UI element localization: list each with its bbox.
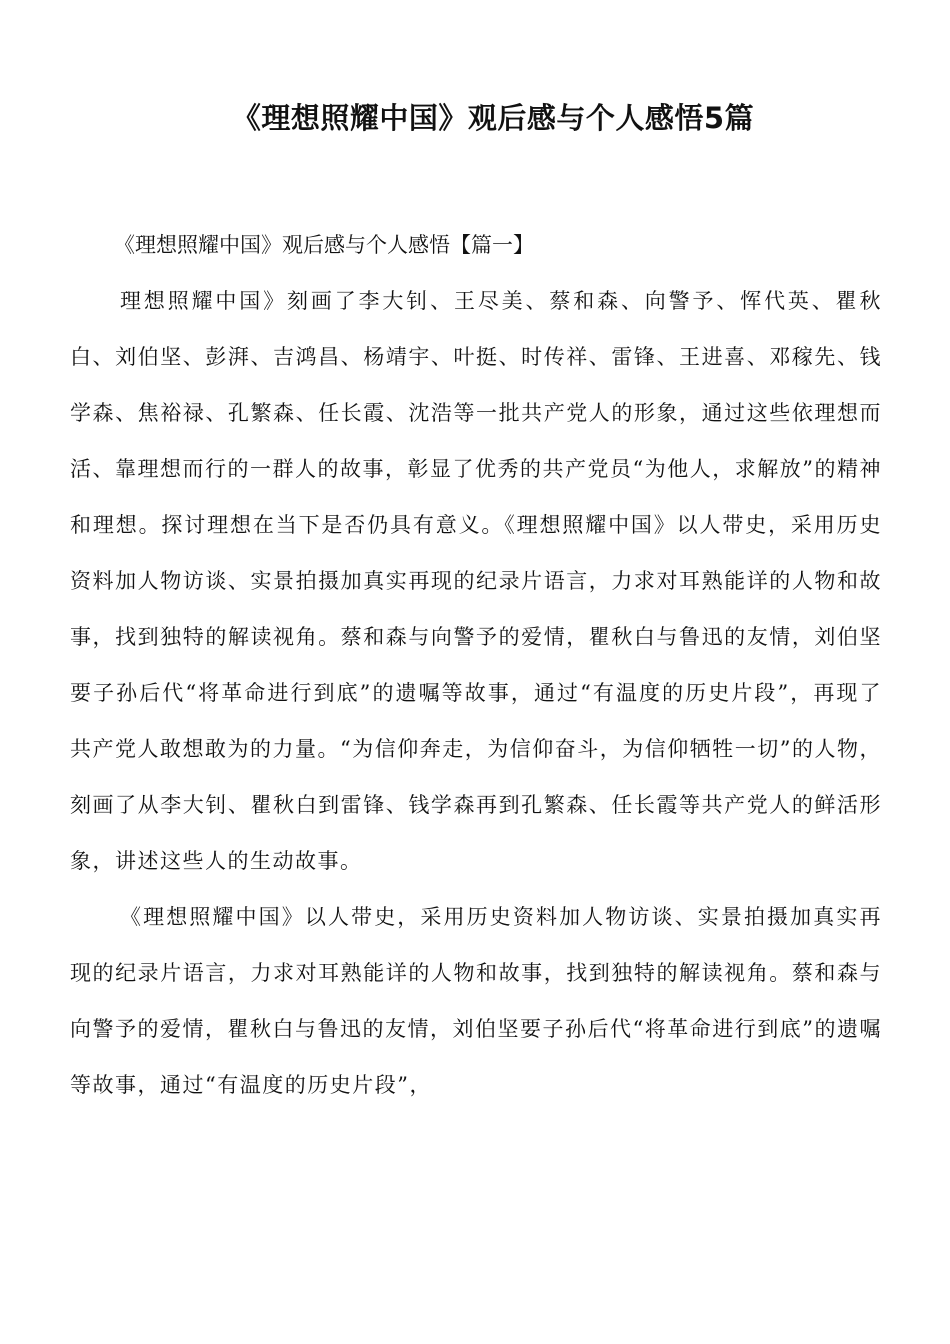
document-title: 《理想照耀中国》观后感与个人感悟5篇 bbox=[231, 101, 755, 135]
document-body bbox=[70, 217, 882, 1113]
paragraph-1: 理想照耀中国》刻画了李大钊、王尽美、蔡和森、向警予、恽代英、瞿秋白、刘伯坚、彭湃、吉鸿昌、杨靖宇、叶挺、时传祥、雷锋、王进喜、邓稼先、钱学森、焦裕禄、孔繁森、任长霞、沈浩等一批共产党人的形象，通过这些依理想而活、靠理想而行的一群人的故事，彰显了优秀的共产党员“为他人，求解放”的精神和理想。探讨理想在当下是否仍具有意义。《理想照耀中国》以人带史，采用历史资料加人物访谈、实景拍摄加真实再现的纪录片语言，力求对耳熟能详的人物和故事，找到独特的解读视角。蔡和森与向警予的爱情，瞿秋白与鲁迅的友情，刘伯坚要子孙后代“将革命进行到底”的遗嘱等故事，通过“有温度的历史片段”，再现了共产党人敢想敢为的力量。“为信仰奔走，为信仰奋斗，为信仰牺牲一切”的人物，刻画了从李大钊、瞿秋白到雷锋、钱学森再到孔繁森、任长霞等共产党人的鲜活形象，讲述这些人的生动故事。 bbox=[70, 289, 882, 873]
paragraph-2: 《理想照耀中国》以人带史，采用历史资料加人物访谈、实景拍摄加真实再现的纪录片语言，力求对耳熟能详的人物和故事，找到独特的解读视角。蔡和森与向警予的爱情，瞿秋白与鲁迅的友情，刘伯坚要子孙后代“将革命进行到底”的遗嘱等故事，通过“有温度的历史片段”， bbox=[70, 905, 882, 1097]
section-heading: 《理想照耀中国》观后感与个人感悟【篇一】 bbox=[114, 233, 534, 257]
